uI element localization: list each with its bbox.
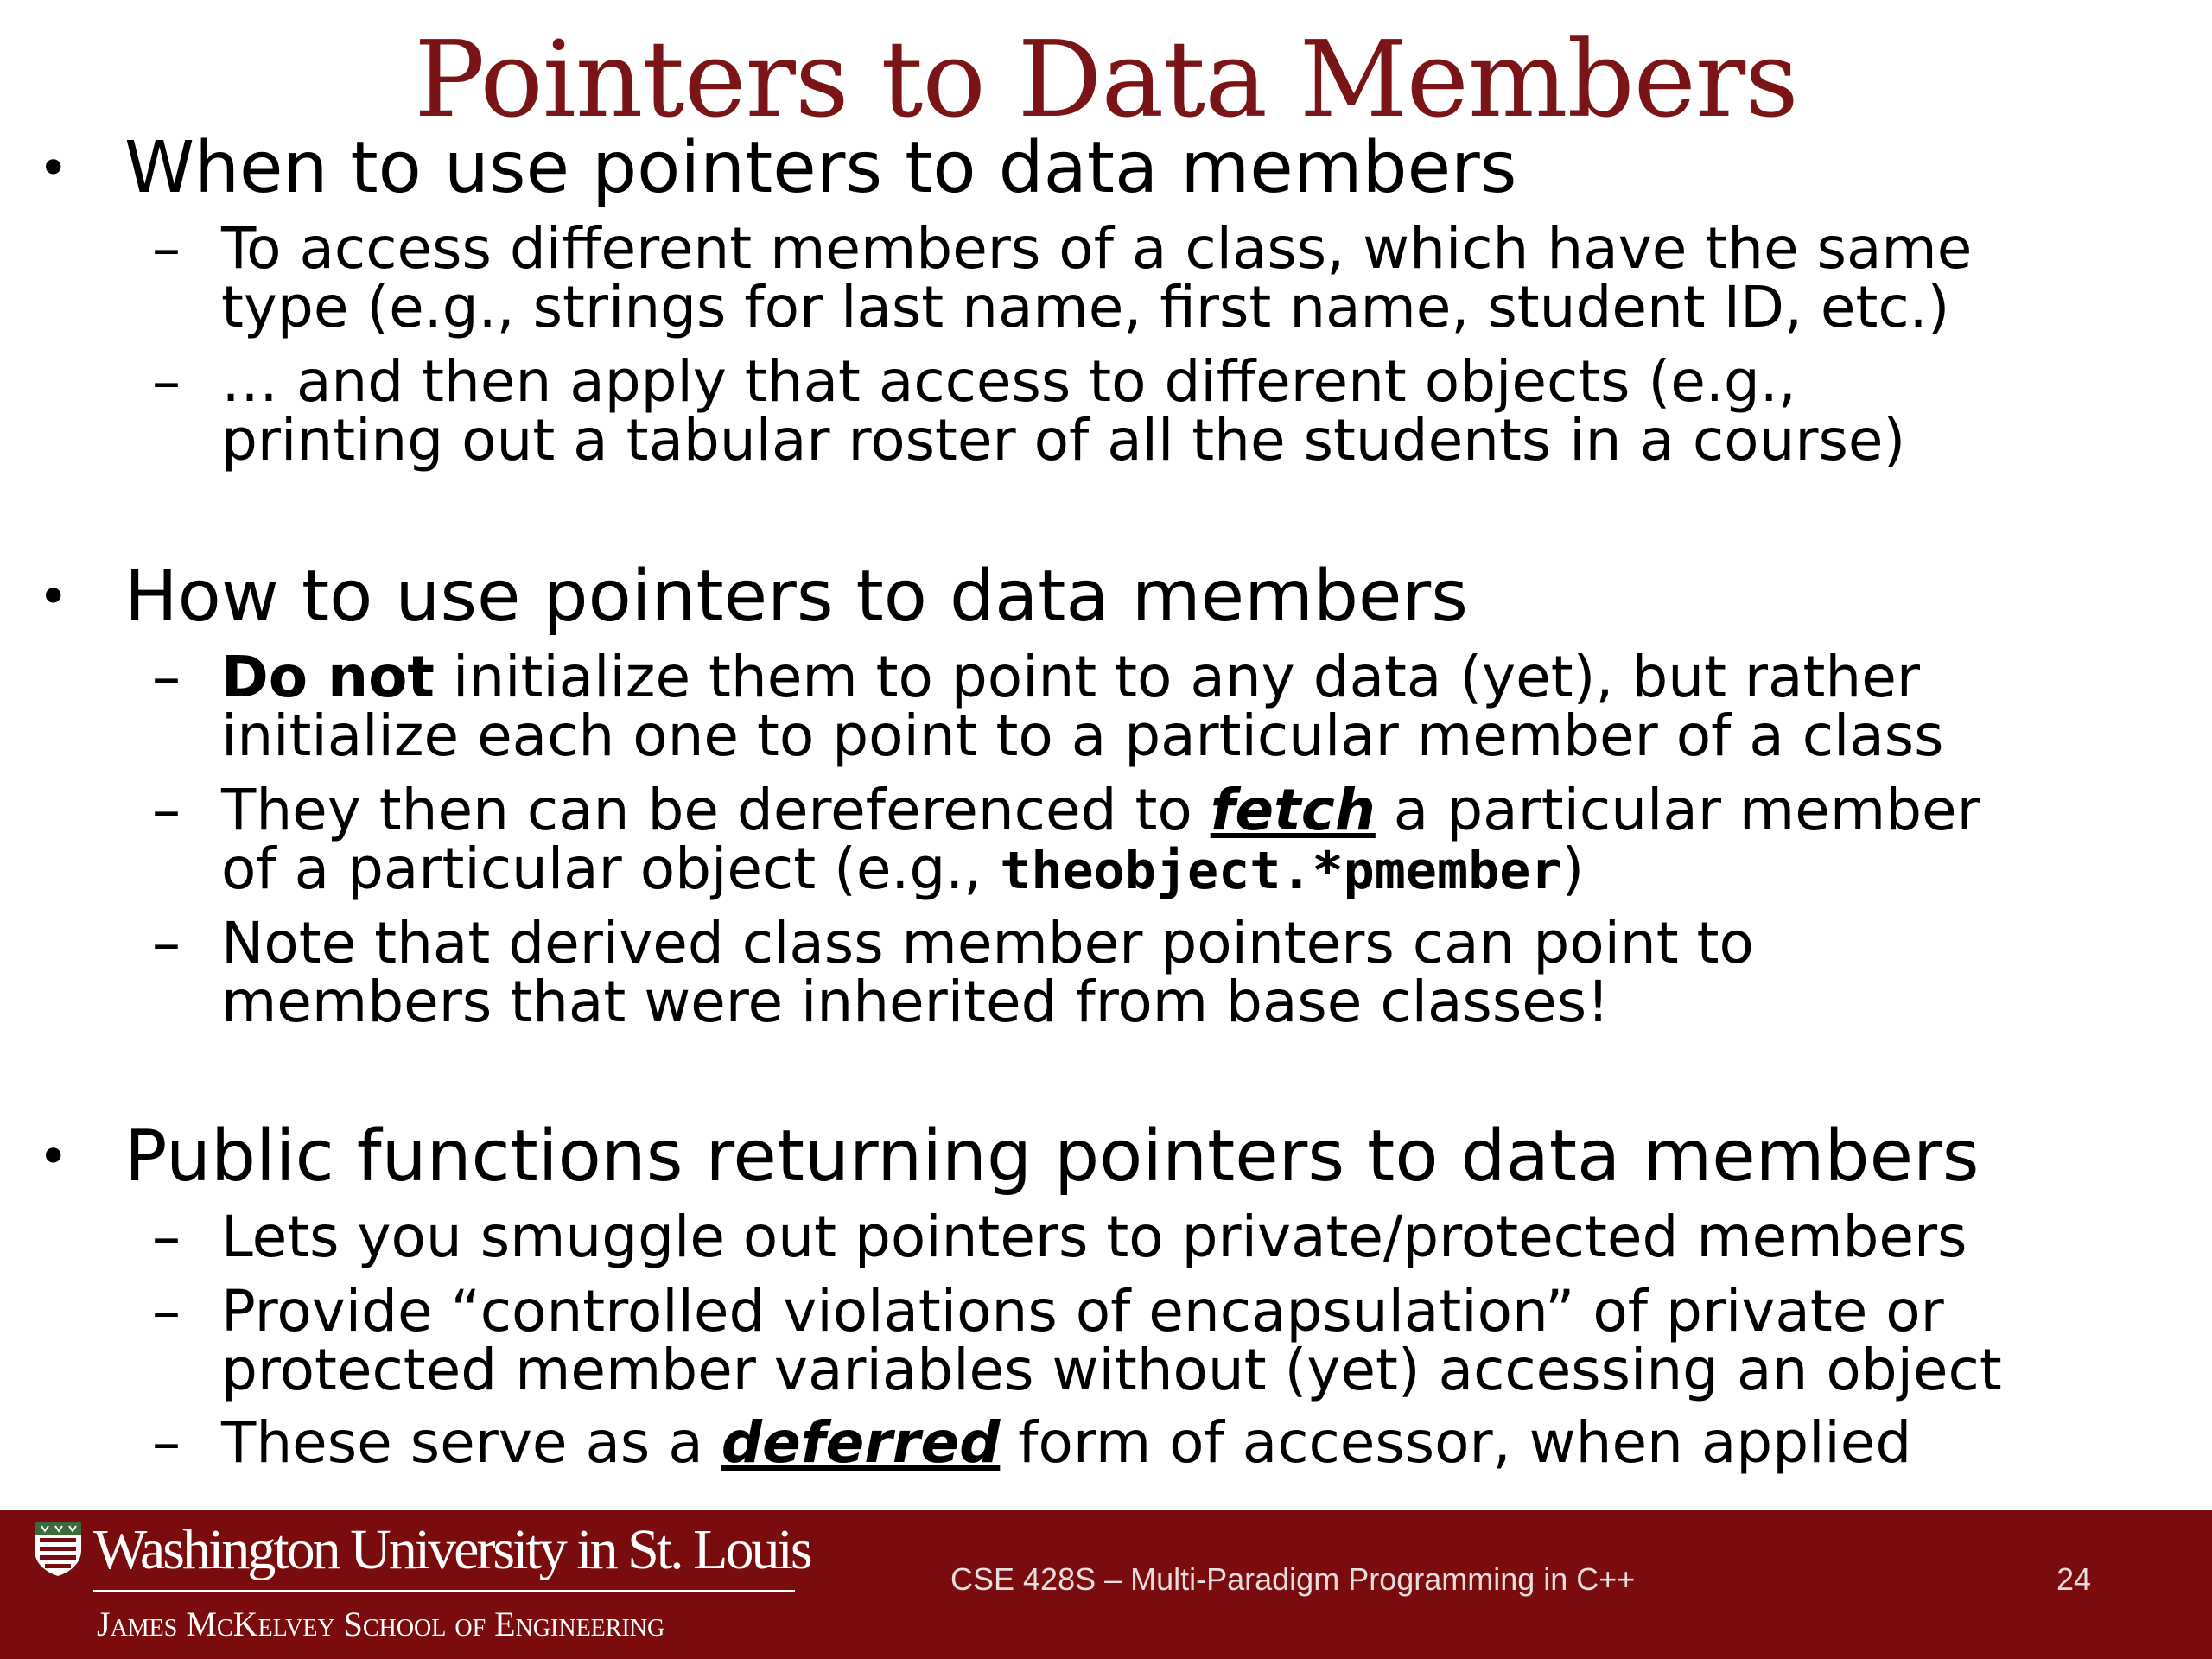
dash-marker: – [152,910,181,976]
code-snippet: theobject.*pmember [1000,841,1562,901]
dash-marker: – [152,1409,181,1476]
sub-item-line: protected member variables without (yet) accessing an object [221,1337,2002,1403]
bullet-heading: Public functions returning pointers to data members [124,1116,1980,1198]
sub-item-line [221,644,1944,710]
bullet-marker: • [38,138,69,199]
dash-marker: – [152,644,181,710]
dash-marker: – [152,1204,181,1270]
slide-title: Pointers to Data Members [414,18,1798,141]
university-wordmark: Washington University in St. Louis [93,1518,810,1581]
sub-item-line: initialize each one to point to a particular member of a class [221,702,1944,769]
bullet-marker: • [38,567,69,627]
sub-item-line: members that were inherited from base classes! [221,969,1610,1035]
sub-item-line: To access different members of a class, which have the same [221,215,1973,282]
sub-item-line: type (e.g., strings for last name, first name, student ID, etc.) [221,274,1950,340]
sub-item-line: printing out a tabular roster of all the students in a course) [221,407,1906,474]
sub-item-line [221,836,1980,902]
course-title: CSE 428S – Multi-Paradigm Programming in C++ [950,1561,1636,1597]
dash-marker: – [152,215,181,282]
sub-item-line: … and then apply that access to different objects (e.g., [221,348,1796,415]
sub-item-line: Provide “controlled violations of encapsulation” of private or [221,1278,1944,1344]
sub-item-line [221,777,1980,843]
dash-marker: – [152,348,181,415]
text-run: They then can be dereferenced to [221,777,1211,843]
school-name: James McKelvey School of Engineering [97,1605,665,1643]
page-number: 24 [2056,1561,2092,1597]
text-run: initialize them to point to any data (yet), but rather [434,644,1920,710]
text-run: form of accessor, when applied [1000,1409,1912,1476]
bullet-heading: How to use pointers to data members [124,556,1468,638]
sub-item-line: Note that derived class member pointers can point to [221,910,1754,976]
bullet-heading: When to use pointers to data members [124,127,1517,209]
emphasized-word: deferred [721,1409,1001,1476]
dash-marker: – [152,777,181,843]
text-run: a particular member [1375,777,1980,843]
dash-marker: – [152,1278,181,1344]
logo-divider [93,1590,795,1592]
emphasized-word: fetch [1210,777,1376,843]
bold-phrase: Do not [221,644,435,710]
sub-item-line: Lets you smuggle out pointers to private/protected members [221,1204,1967,1270]
text-run: of a particular object (e.g., [221,836,1001,902]
bullet-marker: • [38,1127,69,1187]
text-run: These serve as a [221,1409,721,1476]
sub-item-line [221,1409,1912,1476]
text-run: ) [1561,836,1585,902]
footer-bar [0,1510,2212,1659]
university-shield-icon [33,1521,83,1578]
